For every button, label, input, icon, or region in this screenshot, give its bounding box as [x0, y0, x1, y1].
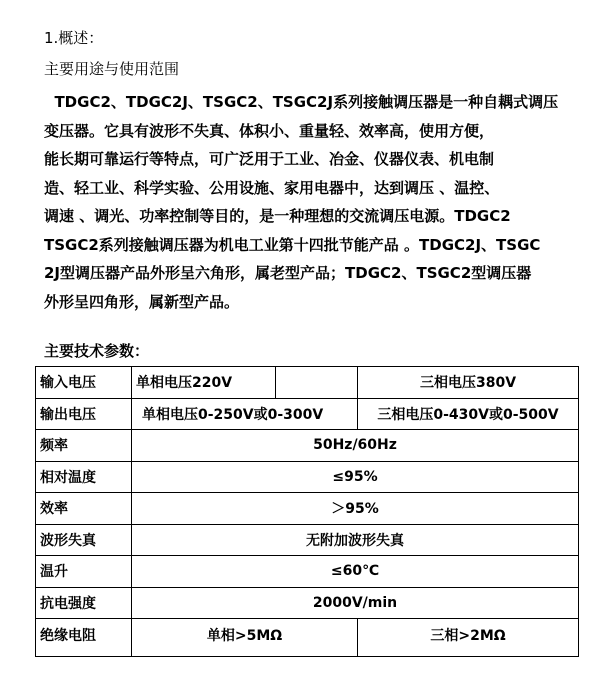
table-row [36, 619, 579, 657]
table-row [36, 556, 579, 588]
table-row [36, 493, 579, 525]
table-row [36, 524, 579, 556]
table-row [36, 367, 579, 399]
paragraph-line: TDGC2、TDGC2J、TSGC2、TSGC2J系列接触调压器是一种自耦式调压 [44, 93, 559, 111]
specs-table [35, 366, 579, 657]
three-phase-output: 三相电压0-430V或0-500V [358, 398, 579, 430]
row-label: 输出电压 [36, 398, 132, 430]
section-title: 1.概述： [44, 29, 104, 47]
table-row [36, 430, 579, 462]
efficiency-value: ＞95% [132, 493, 579, 525]
row-label: 频率 [36, 430, 132, 462]
row-label: 输入电压 [36, 367, 132, 399]
three-phase-input: 三相电压380V [358, 367, 579, 399]
paragraph-line: 能长期可靠运行等特点，可广泛用于工业、冶金、仪器仪表、机电制 [44, 150, 495, 168]
specs-title: 主要技术参数： [44, 342, 150, 360]
single-phase-insulation: 单相>5MΩ [132, 619, 358, 657]
temperature-rise-value: ≤60℃ [132, 556, 579, 588]
table-row [36, 587, 579, 619]
frequency-value: 50Hz/60Hz [132, 430, 579, 462]
row-label: 温升 [36, 556, 132, 588]
row-label: 相对温度 [36, 461, 132, 493]
paragraph-line: 调速 、调光、功率控制等目的，是一种理想的交流调压电源。TDGC2 [44, 207, 511, 225]
paragraph-line: 2J型调压器产品外形呈六角形，属老型产品；TDGC2、TSGC2型调压器 [44, 264, 532, 282]
relative-temperature-value: ≤95% [132, 461, 579, 493]
paragraph-line: 外形呈四角形，属新型产品。 [44, 292, 240, 311]
row-label: 绝缘电阻 [36, 619, 132, 657]
dielectric-strength-value: 2000V/min [132, 587, 579, 619]
description-paragraph [44, 88, 592, 316]
table-row [36, 398, 579, 430]
row-label: 波形失真 [36, 524, 132, 556]
waveform-distortion-value: 无附加波形失真 [132, 524, 579, 556]
paragraph-line: 造、轻工业、科学实验、公用设施、家用电器中，达到调压 、温控、 [44, 178, 500, 197]
empty-cell [276, 367, 358, 399]
three-phase-insulation: 三相>2MΩ [358, 619, 579, 657]
paragraph-line: TSGC2系列接触调压器为机电工业第十四批节能产品 。TDGC2J、TSGC [44, 235, 541, 254]
row-label: 效率 [36, 493, 132, 525]
row-label: 抗电强度 [36, 587, 132, 619]
paragraph-line: 变压器。它具有波形不失真、体积小、重量轻、效率高，使用方便， [44, 121, 495, 140]
single-phase-output: 单相电压0-250V或0-300V [132, 398, 358, 430]
table-row [36, 461, 579, 493]
single-phase-input: 单相电压220V [132, 367, 276, 399]
subsection-title: 主要用途与使用范围 [44, 60, 180, 78]
